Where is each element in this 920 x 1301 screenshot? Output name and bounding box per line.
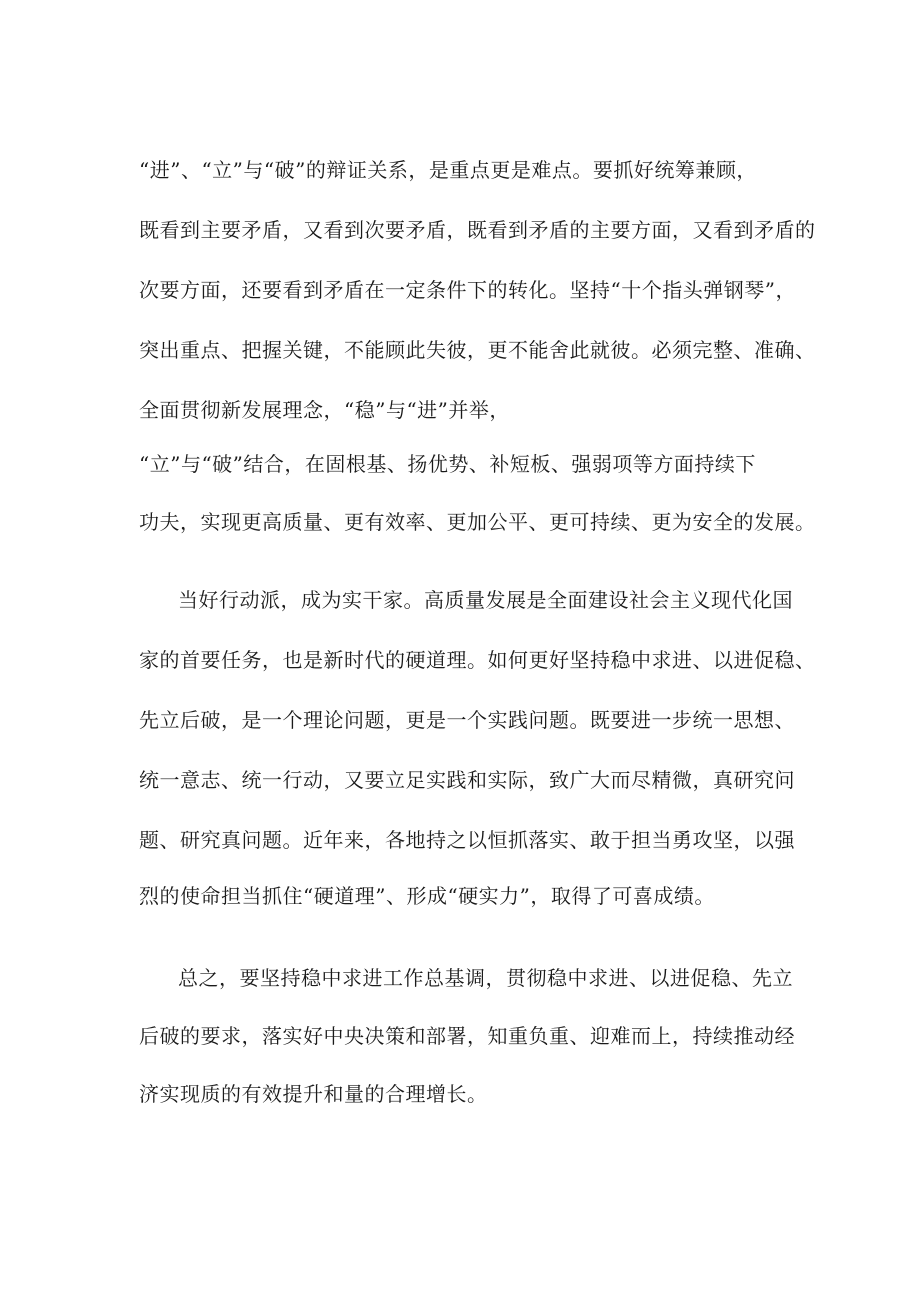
text-line: 总之，要坚持稳中求进工作总基调，贯彻稳中求进、以进促稳、先立	[178, 966, 793, 990]
text-line: 突出重点、把握关键，不能顾此失彼，更不能舍此就彼。必须完整、准确、	[139, 338, 816, 362]
text-line: 家的首要任务，也是新时代的硬道理。如何更好坚持稳中求进、以进促稳、	[139, 648, 816, 672]
text-line: “立”与“破”结合，在固根基、扬优势、补短板、强弱项等方面持续下	[139, 452, 756, 476]
text-line: 先立后破，是一个理论问题，更是一个实践问题。既要进一步统一思想、	[139, 708, 795, 732]
text-line: 统一意志、统一行动，又要立足实践和实际，致广大而尽精微，真研究问	[139, 768, 795, 792]
text-line: 全面贯彻新发展理念，“稳”与“进”并举，	[139, 398, 510, 422]
text-line: 题、研究真问题。近年来，各地持之以恒抓落实、敢于担当勇攻坚，以强	[139, 828, 795, 852]
text-line: 烈的使命担当抓住“硬道理”、形成“硬实力”，取得了可喜成绩。	[139, 884, 715, 908]
text-line: 济实现质的有效提升和量的合理增长。	[139, 1082, 488, 1106]
text-line: 既看到主要矛盾，又看到次要矛盾，既看到矛盾的主要方面，又看到矛盾的	[139, 218, 816, 242]
text-line: 当好行动派，成为实干家。高质量发展是全面建设社会主义现代化国	[178, 588, 793, 612]
text-line: “进”、“立”与“破”的辩证关系，是重点更是难点。要抓好统筹兼顾，	[139, 158, 757, 182]
text-line: 次要方面，还要看到矛盾在一定条件下的转化。坚持“十个指头弹钢琴”，	[139, 278, 796, 302]
text-line: 后破的要求，落实好中央决策和部署，知重负重、迎难而上，持续推动经	[139, 1024, 795, 1048]
text-line: 功夫，实现更高质量、更有效率、更加公平、更可持续、更为安全的发展。	[139, 510, 816, 534]
